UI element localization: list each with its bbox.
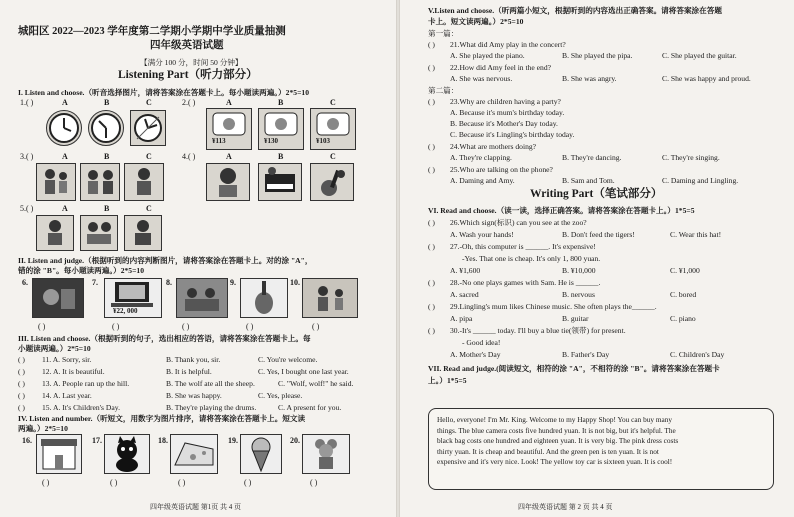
- q15-option-c: C. A present for you.: [278, 403, 342, 412]
- cat-icon: [104, 434, 150, 474]
- q23-option-c: C. Because it's Lingling's birthday today.: [450, 130, 575, 139]
- q30-paren[interactable]: ( ): [428, 326, 435, 335]
- q24-option-c: C. They're singing.: [662, 153, 720, 162]
- option-letter: B: [104, 98, 110, 107]
- q21-question: 21.What did Amy play in the concert?: [450, 40, 566, 49]
- piano-icon: [258, 163, 302, 201]
- q22-option-c: C. She was happy and proud.: [662, 74, 751, 83]
- option-letter: B: [278, 152, 284, 161]
- q26-option-b: B. Don't feed the tigers!: [562, 230, 635, 239]
- q26-question: 26.Which sign(标识) can you see at the zoo?: [450, 218, 587, 227]
- page-1-footer: 四年级英语试题 第1页 共 4 页: [150, 503, 241, 511]
- q25-paren[interactable]: ( ): [428, 165, 435, 174]
- page-1: [0, 0, 396, 517]
- section-2-heading-cont: 错的涂 "B"。每小题读两遍。）2*5=10: [18, 266, 145, 275]
- q24-option-a: A. They're clapping.: [450, 153, 512, 162]
- q29-question: 29.Lingling's mum likes Chinese music. She often plays the______.: [450, 302, 657, 311]
- q14-row: ( ): [18, 391, 25, 400]
- q27-paren[interactable]: ( ): [428, 242, 435, 251]
- q28-option-b: B. nervous: [562, 290, 595, 299]
- q8-number: 8.: [166, 278, 172, 287]
- q23-option-a: A. Because it's mum's birthday today.: [450, 108, 565, 117]
- q21-option-c: C. She played the guitar.: [662, 51, 737, 60]
- q29-option-c: C. piano: [670, 314, 696, 323]
- q7-answer-paren[interactable]: ( ): [112, 322, 120, 331]
- price-label: ¥22, 000: [113, 307, 138, 315]
- passage-2-label: 第二篇：: [428, 86, 459, 95]
- q30-question-cont: - Good idea!: [462, 338, 501, 347]
- q30-option-c: C. Children's Day: [670, 350, 725, 359]
- section-6-heading: VI. Read and choose.（读一读，选择正确答案。请将答案涂在答题卡上。）1*5=5: [428, 206, 695, 215]
- mouse-icon: [302, 434, 350, 474]
- q24-question: 24.What are mothers doing?: [450, 142, 537, 151]
- q15-option-b: B. They're playing the drums.: [166, 403, 257, 412]
- option-letter: A: [226, 152, 232, 161]
- option-letter: C: [146, 98, 152, 107]
- passage-line: things. The blue camera costs five hundred yuan. It is not big, but it's helpful. The: [437, 425, 676, 435]
- q21-paren[interactable]: ( ): [428, 40, 435, 49]
- score-time: 【满分 100 分，时间 50 分钟】: [140, 58, 243, 67]
- option-letter: C: [330, 98, 336, 107]
- q12-option-a: 12. A. It is beautiful.: [42, 367, 105, 376]
- q25-option-a: A. Daming and Amy.: [450, 176, 515, 185]
- q23-question: 23.Why are children having a party?: [450, 97, 561, 106]
- price-label: ¥130: [264, 137, 278, 145]
- q30-option-a: A. Mother's Day: [450, 350, 501, 359]
- people-icon: [80, 215, 118, 251]
- q10-answer-paren[interactable]: ( ): [312, 322, 320, 331]
- q22-paren[interactable]: ( ): [428, 63, 435, 72]
- q9-number: 9.: [230, 278, 236, 287]
- page-2: [400, 0, 794, 517]
- section-7-heading-cont: 上。）1*5=5: [428, 376, 467, 385]
- exam-title: 城阳区 2022—2023 学年度第二学期小学期中学业质量抽测: [18, 26, 286, 37]
- q14-option-b: B. She was happy.: [166, 391, 222, 400]
- q26-paren[interactable]: ( ): [428, 218, 435, 227]
- q19-number: 19.: [228, 436, 238, 445]
- q27-question-cont: -Yes. That one is cheap. It's only 1, 800 yuan.: [462, 254, 601, 263]
- q25-option-c: C. Daming and Lingling.: [662, 176, 739, 185]
- q11-option-b: B. Thank you, sir.: [166, 355, 221, 364]
- q21-option-a: A. She played the piano.: [450, 51, 525, 60]
- option-letter: B: [104, 204, 110, 213]
- option-letter: B: [278, 98, 284, 107]
- exam-subtitle: 四年级英语试题: [150, 40, 224, 51]
- passage-line: Hello, everyone! I'm Mr. King. Welcome to my Happy Shop! You can buy many: [437, 415, 673, 424]
- section-3-heading-cont: 小题读两遍。）2*5=10: [18, 344, 91, 353]
- option-letter: A: [62, 204, 68, 213]
- q13-option-a: 13. A. People ran up the hill.: [42, 379, 130, 388]
- price-label: ¥113: [212, 137, 226, 145]
- price-tag-icon: [310, 108, 356, 150]
- computer-icon: [104, 278, 162, 318]
- q1-label: 1.( ): [20, 98, 34, 107]
- clock-icon: [88, 110, 124, 146]
- q11-row: ( ): [18, 355, 25, 364]
- picture-6: [32, 278, 84, 318]
- people-icon: [206, 163, 250, 201]
- q12-option-c: C. Yes, I bought one last year.: [258, 367, 349, 376]
- option-letter: C: [146, 204, 152, 213]
- passage-line: black bag costs one hundred and eighteen yuan. It is very big. The pink dress costs: [437, 436, 679, 446]
- people-icon: [80, 163, 120, 201]
- q16-answer-paren[interactable]: ( ): [42, 478, 50, 487]
- section-5-heading-cont: 卡上。短文读两遍。）2*5=10: [428, 17, 524, 26]
- option-letter: A: [62, 98, 68, 107]
- q22-question: 22.How did Amy feel in the end?: [450, 63, 552, 72]
- q13-option-b: B. The wolf ate all the sheep.: [166, 379, 255, 388]
- q2-label: 2.( ): [182, 98, 196, 107]
- section-4-heading-cont: 两遍。）2*5=10: [18, 424, 68, 433]
- people-icon: [36, 215, 74, 251]
- q4-label: 4.( ): [182, 152, 196, 161]
- q29-option-a: A. pipa: [450, 314, 473, 323]
- page-2-footer: 四年级英语试题 第 2 页 共 4 页: [518, 503, 613, 511]
- q28-option-a: A. sacred: [450, 290, 479, 299]
- q28-option-c: C. bored: [670, 290, 697, 299]
- section-2-heading: II. Listen and judge.（根据听到的内容判断图片，请将答案涂在答题卡上。对的涂 "A"，: [18, 256, 313, 265]
- q12-option-b: B. It is helpful.: [166, 367, 212, 376]
- price-tag-icon: [258, 108, 304, 150]
- q20-number: 20.: [290, 436, 300, 445]
- q21-option-b: B. She played the pipa.: [562, 51, 633, 60]
- writing-part-title: Writing Part（笔试部分）: [530, 188, 663, 200]
- price-tag-icon: [206, 108, 252, 150]
- q15-row: ( ): [18, 403, 25, 412]
- q11-option-c: C. You're welcome.: [258, 355, 318, 364]
- q18-answer-paren[interactable]: ( ): [178, 478, 186, 487]
- q9-answer-paren[interactable]: ( ): [246, 322, 254, 331]
- q30-option-b: B. Father's Day: [562, 350, 610, 359]
- q23-paren[interactable]: ( ): [428, 97, 435, 106]
- q27-option-a: A. ¥1,600: [450, 266, 481, 275]
- passage-line: expensive and it's very nice. Look! The yellow toy car is sixteen yuan. It is cool!: [437, 457, 673, 467]
- q22-option-a: A. She was nervous.: [450, 74, 513, 83]
- section-4-heading: IV. Listen and number.（听短文，用数字为图片排序，请将答案涂在答题卡上。短文读: [18, 414, 306, 423]
- q28-paren[interactable]: ( ): [428, 278, 435, 287]
- guitar-icon: [310, 163, 354, 201]
- people-icon: [124, 163, 164, 201]
- option-letter: A: [62, 152, 68, 161]
- option-letter: B: [104, 152, 110, 161]
- q18-number: 18.: [158, 436, 168, 445]
- q7-number: 7.: [92, 278, 98, 287]
- clock-icon: [130, 110, 166, 146]
- ice-cream-icon: [240, 434, 282, 474]
- option-letter: C: [330, 152, 336, 161]
- option-letter: A: [226, 98, 232, 107]
- q26-option-a: A. Wash your hands!: [450, 230, 514, 239]
- clock-icon: [46, 110, 82, 146]
- q17-answer-paren[interactable]: ( ): [110, 478, 118, 487]
- q13-option-c: C. "Wolf, wolf!" he said.: [278, 379, 354, 388]
- people-icon: [36, 163, 76, 201]
- q17-number: 17.: [92, 436, 102, 445]
- q14-option-a: 14. A. Last year.: [42, 391, 92, 400]
- q6-number: 6.: [22, 278, 28, 287]
- q27-option-c: C. ¥1,000: [670, 266, 700, 275]
- pipa-icon: [240, 278, 288, 318]
- q29-option-b: B. guitar: [562, 314, 589, 323]
- passage-line: thirty yuan. It is cheap and beautiful. And the green pen is ten yuan. It is not: [437, 446, 659, 456]
- q24-paren[interactable]: ( ): [428, 142, 435, 151]
- section-7-heading: VII. Read and judge.(阅读短文，相符的涂 "A"，不相符的涂 "B"。请将答案涂在答题卡: [428, 364, 720, 373]
- cheese-icon: [170, 434, 218, 474]
- q16-number: 16.: [22, 436, 32, 445]
- q11-option-a: 11. A. Sorry, sir.: [42, 355, 92, 364]
- people-icon: [124, 215, 162, 251]
- picture-10: [302, 278, 358, 318]
- picture-8: [176, 278, 228, 318]
- q12-row: ( ): [18, 367, 25, 376]
- q30-question: 30.-It's ______ today. I'll buy a blue tie(领带) for present.: [450, 326, 626, 335]
- q26-option-c: C. Wear this hat!: [670, 230, 722, 239]
- q19-answer-paren[interactable]: ( ): [244, 478, 252, 487]
- section-3-heading: III. Listen and choose.（根据听到的句子，选出相应的答语，请将答案涂在答题卡上。每: [18, 334, 311, 343]
- q15-option-a: 15. A. It's Children's Day.: [42, 403, 120, 412]
- q5-label: 5.( ): [20, 204, 34, 213]
- q6-answer-paren[interactable]: ( ): [38, 322, 46, 331]
- q22-option-b: B. She was angry.: [562, 74, 617, 83]
- q24-option-b: B. They're dancing.: [562, 153, 622, 162]
- q27-option-b: B. ¥10,000: [562, 266, 596, 275]
- q14-option-c: C. Yes, please.: [258, 391, 303, 400]
- reading-passage-box: [428, 408, 774, 490]
- listening-part-title: Listening Part（听力部分）: [118, 69, 258, 81]
- q20-answer-paren[interactable]: ( ): [310, 478, 318, 487]
- section-1-heading: I. Listen and choose.（听音选择图片，请将答案涂在答题卡上。每小题读两遍。）2*5=10: [18, 88, 309, 97]
- price-label: ¥103: [316, 137, 330, 145]
- section-5-heading: V.Listen and choose.（听两篇小短文，根据听到的内容选出正确答案。请将答案涂在答题: [428, 6, 722, 15]
- option-letter: C: [146, 152, 152, 161]
- q28-question: 28.-No one plays games with Sam. He is ______.: [450, 278, 601, 287]
- q3-label: 3.( ): [20, 152, 34, 161]
- q29-paren[interactable]: ( ): [428, 302, 435, 311]
- shop-icon: [36, 434, 82, 474]
- q8-answer-paren[interactable]: ( ): [182, 322, 190, 331]
- q23-option-b: B. Because it's Mother's Day today.: [450, 119, 558, 128]
- q27-question: 27.-Oh, this computer is ______. It's expensive!: [450, 242, 596, 251]
- q13-row: ( ): [18, 379, 25, 388]
- q25-question: 25.Who are talking on the phone?: [450, 165, 553, 174]
- passage-1-label: 第一篇：: [428, 29, 459, 38]
- q25-option-b: B. Sam and Tom.: [562, 176, 615, 185]
- q10-number: 10.: [290, 278, 300, 287]
